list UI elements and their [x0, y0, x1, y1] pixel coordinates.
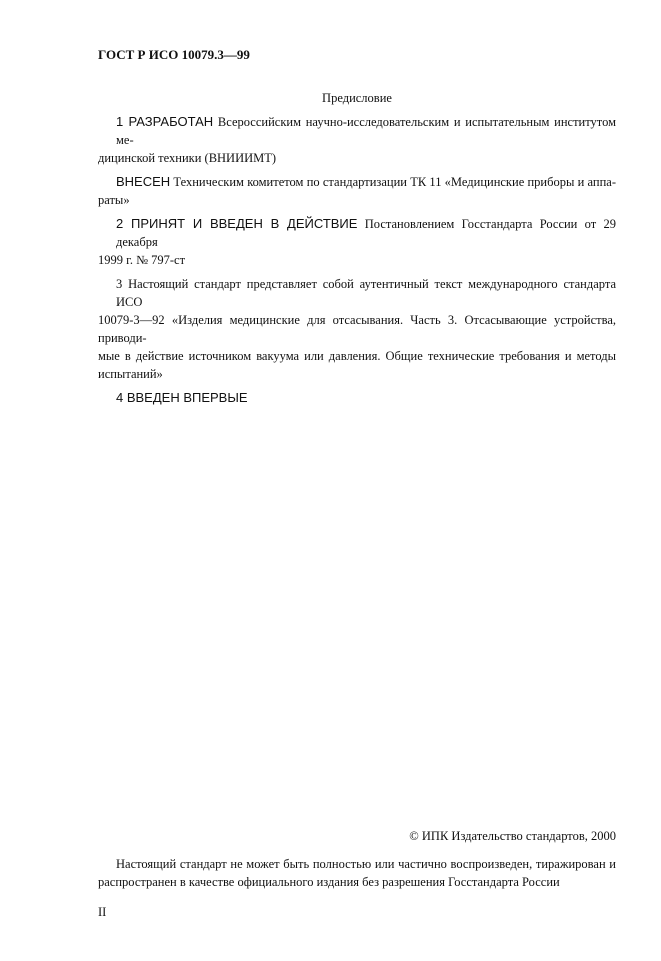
- paragraph-4-line-1: 3 Настоящий стандарт представляет собой аутентичный текст международного стандарта ИСО: [116, 277, 616, 309]
- paragraph-3-line-1: [98, 215, 616, 251]
- paragraph-3-lead: 2 ПРИНЯТ И ВВЕДЕН В ДЕЙСТВИЕ: [116, 216, 358, 231]
- paragraph-3-line-2: 1999 г. № 797-ст: [98, 253, 186, 267]
- page-title: Предисловие: [322, 91, 392, 105]
- paragraph-4-line-3: мые в действие источником вакуума или давления. Общие технические требования и методы: [98, 349, 616, 363]
- paragraph-3-text: Постановлением Госстандарта России от 29 декабря: [116, 217, 616, 249]
- notice-line-1: Настоящий стандарт не может быть полностью или частично воспроизведен, тиражирован и: [116, 857, 616, 871]
- paragraph-2-line-2: раты»: [98, 193, 130, 207]
- paragraph-2-line-1: [98, 173, 616, 191]
- paragraph-2-text: Техническим комитетом по стандартизации ТК 11 «Медицинские приборы и аппа-: [170, 175, 616, 189]
- paragraph-1-lead: 1 РАЗРАБОТАН: [116, 114, 214, 129]
- copyright: © ИПК Издательство стандартов, 2000: [409, 829, 616, 843]
- paragraph-5: 4 ВВЕДЕН ВПЕРВЫЕ: [116, 390, 248, 405]
- paragraph-1-text: Всероссийским научно-исследовательским и испытательным институтом ме-: [116, 115, 616, 147]
- paragraph-1-line-1: [98, 113, 616, 149]
- page-blank-area: [98, 407, 616, 827]
- paragraph-4-line-4: испытаний»: [98, 367, 163, 381]
- notice-line-2: распространен в качестве официального издания без разрешения Госстандарта России: [98, 875, 560, 889]
- paragraph-2-lead: ВНЕСЕН: [116, 174, 171, 189]
- paragraph-1-line-2: дицинской техники (ВНИИИМТ): [98, 151, 277, 165]
- paragraph-4-line-2: 10079-3—92 «Изделия медицинские для отсасывания. Часть 3. Отсасывающие устройства, приводи-: [98, 313, 616, 345]
- document-header: ГОСТ Р ИСО 10079.3—99: [98, 47, 250, 62]
- page-number: II: [98, 905, 107, 919]
